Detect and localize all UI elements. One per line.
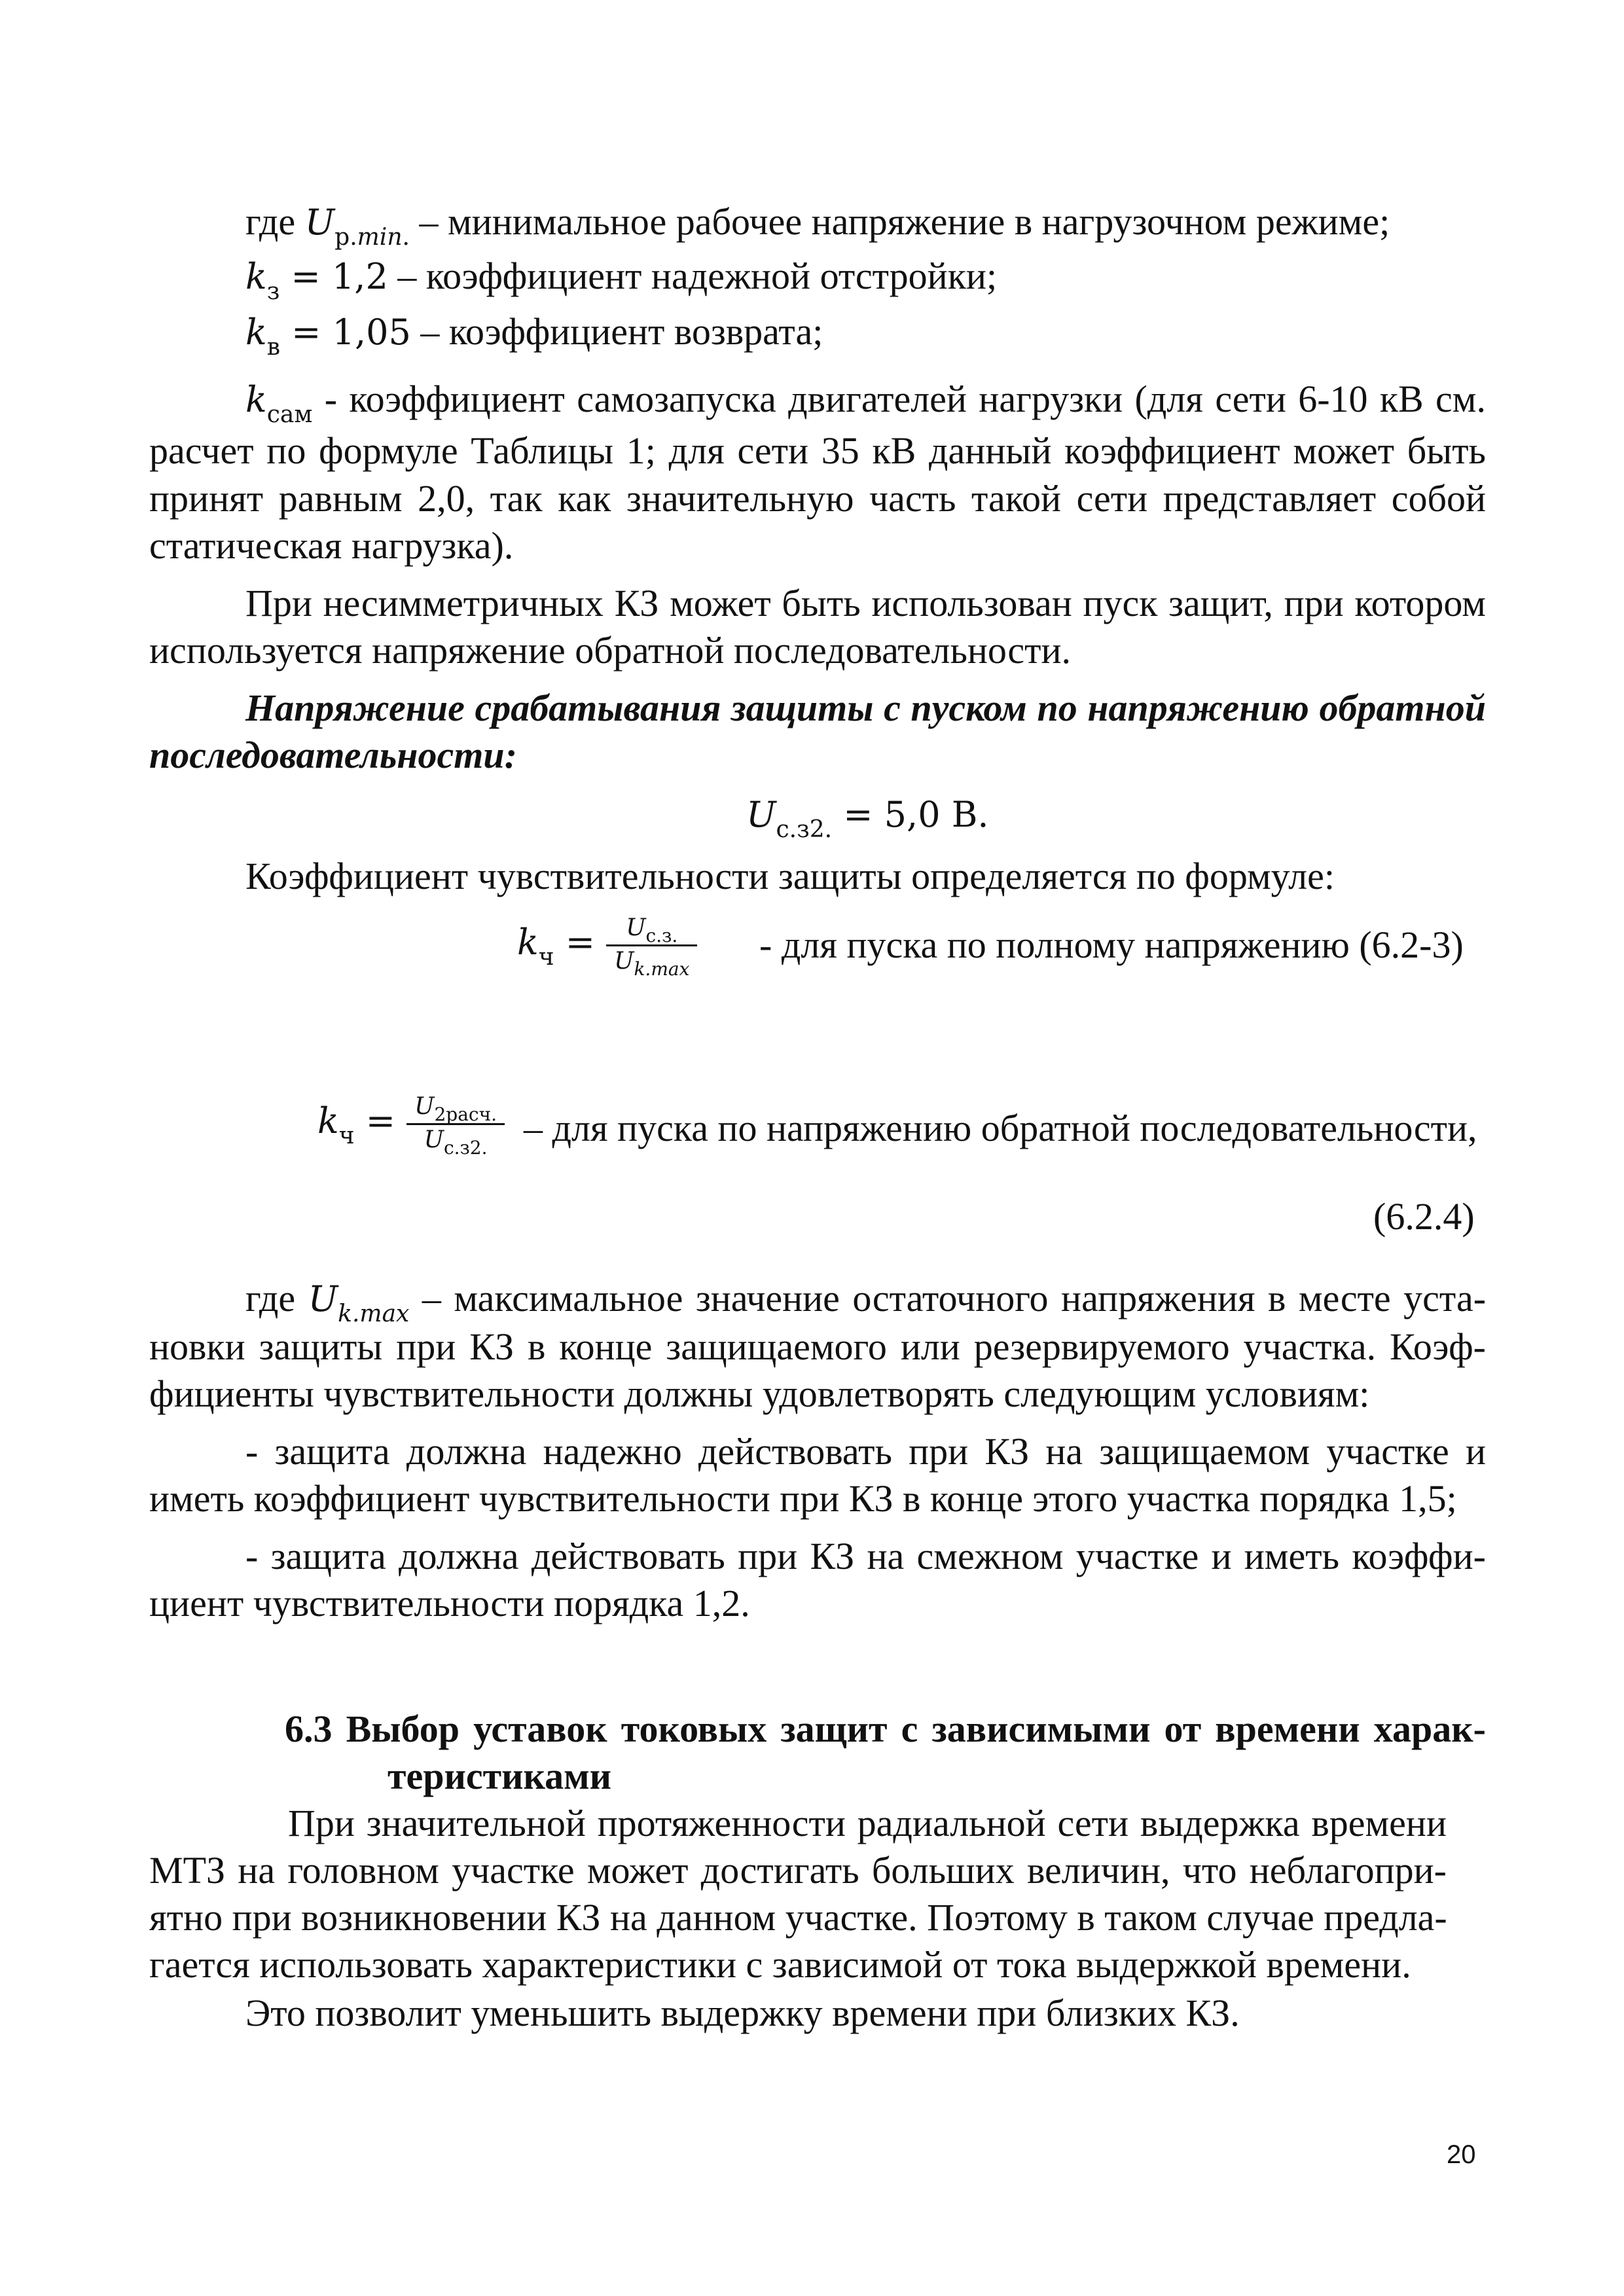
paragraph-line: При несимметричных КЗ может быть использован пуск защит, при котором xyxy=(245,582,1486,624)
equals: = xyxy=(554,921,607,963)
value: = 1,05 xyxy=(280,312,411,353)
paragraph-line: используется напряжение обратной последовательности. xyxy=(149,629,1072,672)
text: - коэффициент самозапуска двигателей нагрузки (для сети 6-10 кВ см. xyxy=(312,378,1486,420)
paragraph-line: Это позволит уменьшить выдержку времени при близких КЗ. xyxy=(245,1992,1240,2034)
sub: ч xyxy=(538,943,554,971)
den-sub: с.з2. xyxy=(443,1137,488,1158)
sub: ч xyxy=(338,1122,355,1149)
section-emphasis: последовательности: xyxy=(149,734,517,776)
page-number: 20 xyxy=(1447,2140,1476,2169)
value: = 1,2 xyxy=(280,256,388,297)
line-ksam xyxy=(245,377,1486,427)
section-heading: теристиками xyxy=(388,1755,612,1797)
denominator xyxy=(606,946,697,978)
var-u: U xyxy=(308,1278,338,1319)
den-var: U xyxy=(424,1126,444,1153)
text: – минимальное рабочее напряжение в нагрузочном режиме; xyxy=(409,200,1390,243)
equation-number: (6.2.4) xyxy=(1373,1195,1475,1238)
list-item: циент чувствительности порядка 1,2. xyxy=(149,1582,750,1624)
paragraph-line: фициенты чувствительности должны удовлетворять следующим условиям: xyxy=(149,1372,1370,1415)
formula-description: – для пуска по напряжению обратной последовательности, xyxy=(524,1107,1477,1149)
var-k: k xyxy=(245,312,267,353)
paragraph-line: гается использовать характеристики с зависимой от тока выдержкой времени. xyxy=(149,1943,1411,1986)
num-var: U xyxy=(414,1093,435,1120)
sub-italic: min xyxy=(357,224,403,251)
paragraph-line: новки защиты при КЗ в конце защищаемого или резервируемого участка. Коэф- xyxy=(149,1325,1486,1368)
formula-kch-full xyxy=(517,913,697,978)
fraction xyxy=(406,1092,505,1157)
text: где xyxy=(245,200,305,243)
den-sub: k.max xyxy=(634,958,690,980)
numerator xyxy=(406,1092,505,1125)
list-item: - защита должна действовать при КЗ на смежном участке и иметь коэффи- xyxy=(245,1535,1486,1577)
paragraph-line: ятно при возникновении КЗ на данном участке. Поэтому в таком случае предла- xyxy=(149,1896,1447,1939)
text: где xyxy=(245,1277,308,1319)
var-u: U xyxy=(304,202,335,243)
equals: = xyxy=(354,1100,407,1141)
line-where-umin xyxy=(245,200,1390,249)
num-var: U xyxy=(626,914,646,941)
line-kv xyxy=(245,310,823,359)
den-var: U xyxy=(614,948,634,975)
sub: с.з2. xyxy=(776,816,833,843)
paragraph-line: Коэффициент чувствительности защиты определяется по формуле: xyxy=(245,855,1335,897)
line-kz xyxy=(245,254,997,304)
paragraph-line: расчет по формуле Таблицы 1; для сети 35 кВ данный коэффициент может быть xyxy=(149,429,1486,472)
fraction xyxy=(606,913,697,978)
sub-z: з xyxy=(266,278,280,305)
sub-sam: сам xyxy=(266,401,313,428)
paragraph-line: принят равным 2,0, так как значительную часть такой сети представляет собой xyxy=(149,477,1486,520)
var-k: k xyxy=(245,256,267,297)
paragraph-line: МТЗ на головном участке может достигать больших величин, что неблагопри- xyxy=(149,1849,1447,1892)
denominator xyxy=(406,1125,505,1157)
formula-usz2 xyxy=(746,792,989,842)
num-sub: с.з. xyxy=(645,925,678,946)
sub: k.max xyxy=(338,1300,410,1327)
sub-pmin xyxy=(334,224,410,251)
list-item: иметь коэффициент чувствительности при КЗ в конце этого участка порядка 1,5; xyxy=(149,1477,1457,1520)
text: – максимальное значение остаточного напряжения в месте уста- xyxy=(409,1277,1487,1319)
sub-text: р. xyxy=(334,224,357,251)
value: = 5,0 В. xyxy=(832,794,989,835)
section-heading: 6.3 Выбор уставок токовых защит с зависимыми от времени харак- xyxy=(285,1708,1486,1750)
text: – коэффициент надежной отстройки; xyxy=(388,255,998,297)
list-item: - защита должна надежно действовать при КЗ на защищаемом участке и xyxy=(245,1430,1486,1473)
section-emphasis: Напряжение срабатывания защиты с пуском по напряжению обратной xyxy=(245,687,1486,729)
var-k: k xyxy=(317,1100,339,1141)
formula-description: - для пуска по полному напряжению (6.2-3) xyxy=(759,924,1464,966)
text: – коэффициент возврата; xyxy=(410,310,823,353)
var-k: k xyxy=(517,921,539,963)
var-u: U xyxy=(746,794,776,835)
num-sub: 2расч. xyxy=(434,1103,497,1125)
var-k: k xyxy=(245,379,267,420)
sub-dot: . xyxy=(402,224,410,251)
line-where-ukmax xyxy=(245,1276,1486,1326)
numerator xyxy=(606,913,697,946)
formula-kch-negative xyxy=(317,1092,505,1157)
paragraph-line: При значительной протяженности радиальной сети выдержка времени xyxy=(288,1802,1447,1844)
paragraph-line: статическая нагрузка). xyxy=(149,524,514,567)
sub-v: в xyxy=(266,334,281,361)
